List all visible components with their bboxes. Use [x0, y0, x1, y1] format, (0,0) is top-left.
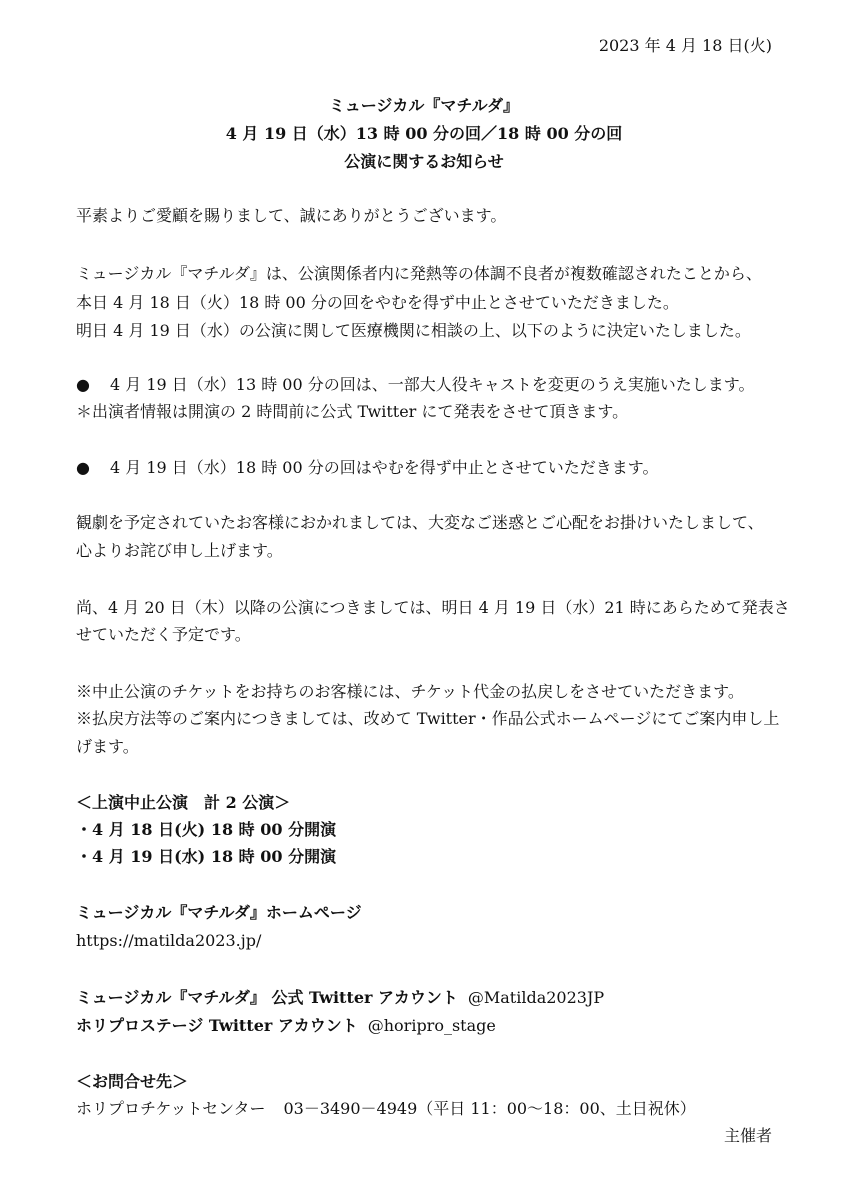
official-twitter-handle[interactable]: @Matilda2023JP [467, 988, 605, 1007]
contact-row [76, 1101, 696, 1117]
bullet-2 [76, 460, 658, 476]
stage-twitter-handle[interactable]: @horipro_stage [367, 1016, 496, 1035]
future-line-2: せていただく予定です。 [76, 625, 251, 644]
bullet-2-text: 4 月 19 日（水）18 時 00 分の回はやむを得ず中止とさせていただきます。 [109, 458, 659, 477]
notice-date: 2023 年 4 月 18 日(火) [598, 36, 772, 55]
greeting: 平素よりご愛顧を賜りまして、誠にありがとうございます。 [76, 206, 507, 225]
refund-line-2: ※払戻方法等のご案内につきましては、改めて Twitter・作品公式ホームページにてご案内申し上 [76, 709, 780, 728]
bullet-2-mark: ● [76, 458, 90, 477]
para1-line-1: ミュージカル『マチルダ』は、公演関係者内に発熱等の体調不良者が複数確認されたことから、 [76, 264, 762, 283]
contact-name: ホリプロチケットセンター [76, 1099, 266, 1118]
bullet-1 [76, 377, 754, 393]
bullet-1-text: 4 月 19 日（水）13 時 00 分の回は、一部大人役キャストを変更のうえ実施いたします。 [109, 375, 755, 394]
contact-heading: ＜お問合せ先＞ [76, 1072, 189, 1091]
refund-line-1: ※中止公演のチケットをお持ちのお客様には、チケット代金の払戻しをさせていただきます。 [76, 682, 744, 701]
cancelled-item-2: ・4 月 19 日(水) 18 時 00 分開演 [76, 847, 337, 866]
homepage-label: ミュージカル『マチルダ』ホームページ [76, 903, 362, 922]
bullet-1-mark: ● [76, 375, 90, 394]
bullet-1-note: ＊出演者情報は開演の 2 時間前に公式 Twitter にて発表をさせて頂きます。 [76, 402, 629, 421]
future-line-1: 尚、4 月 20 日（木）以降の公演につきましては、明日 4 月 19 日（水）21 時にあらためて発表さ [76, 598, 790, 617]
para1-line-3: 明日 4 月 19 日（水）の公演に関して医療機関に相談の上、以下のように決定いたしました。 [76, 321, 751, 340]
stage-twitter-label: ホリプロステージ Twitter アカウント [76, 1016, 358, 1035]
title-line-1: ミュージカル『マチルダ』 [329, 96, 519, 115]
cancelled-item-1: ・4 月 18 日(火) 18 時 00 分開演 [76, 820, 337, 839]
apology-line-1: 観劇を予定されていたお客様におかれましては、大変なご迷惑とご心配をお掛けいたしまして、 [76, 513, 764, 532]
official-twitter-row [76, 990, 604, 1006]
para1-line-2: 本日 4 月 18 日（火）18 時 00 分の回をやむを得ず中止とさせていただきました。 [76, 293, 679, 312]
organizer: 主催者 [723, 1126, 772, 1145]
title-line-3: 公演に関するお知らせ [344, 152, 504, 171]
official-twitter-label: ミュージカル『マチルダ』 公式 Twitter アカウント [76, 988, 458, 1007]
stage-twitter-row [76, 1018, 496, 1034]
title-line-2: 4 月 19 日（水）13 時 00 分の回／18 時 00 分の回 [225, 124, 623, 143]
contact-phone: 03－3490－4949（平日 11：00～18：00、土日祝休） [283, 1099, 696, 1118]
homepage-url[interactable]: https://matilda2023.jp/ [76, 931, 262, 950]
cancelled-heading: ＜上演中止公演 計 2 公演＞ [76, 793, 291, 812]
apology-line-2: 心よりお詫び申し上げます。 [76, 541, 283, 560]
refund-line-3: げます。 [76, 737, 139, 756]
